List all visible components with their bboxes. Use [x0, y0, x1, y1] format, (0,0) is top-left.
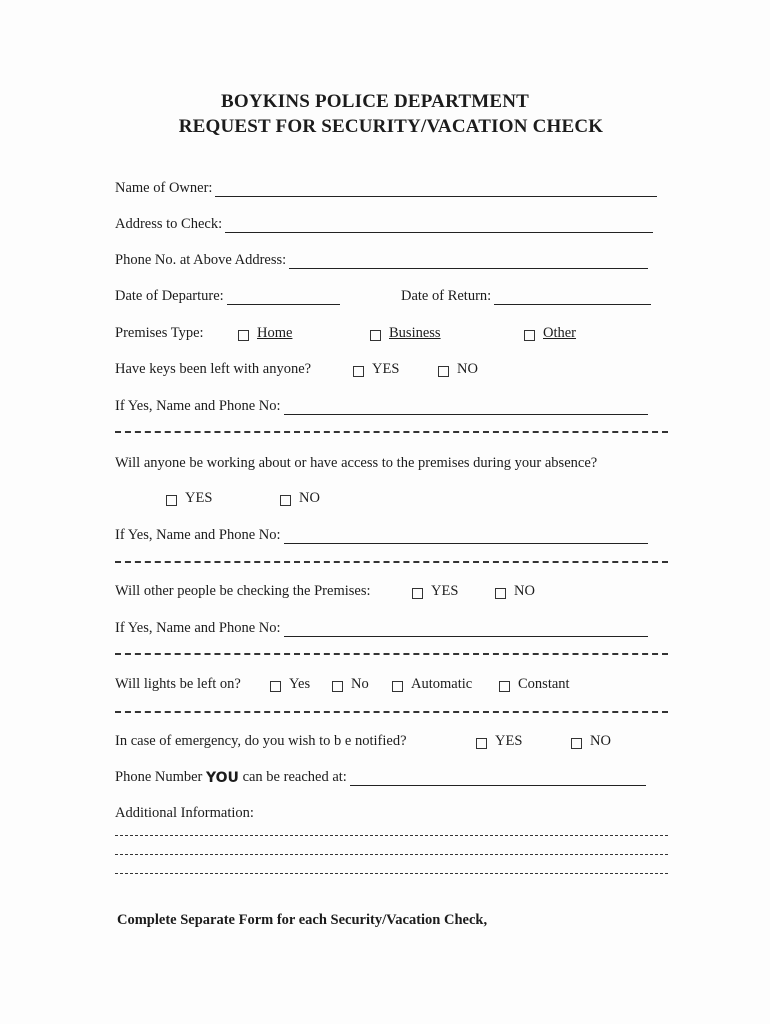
- keys-no-label: NO: [457, 361, 478, 377]
- keys-yes-label: YES: [372, 361, 400, 377]
- emergency-no-label: NO: [590, 733, 611, 749]
- divider: [115, 711, 668, 713]
- business-checkbox[interactable]: [370, 330, 381, 341]
- checking-yes[interactable]: [412, 583, 458, 600]
- lights-constant-label: Constant: [518, 676, 570, 692]
- additional-row: [115, 805, 254, 822]
- departure-field[interactable]: [227, 290, 340, 305]
- department-title: BOYKINS POLICE DEPARTMENT: [220, 91, 530, 112]
- access-row: [115, 455, 597, 472]
- emergency-question: In case of emergency, do you wish to b e notified?: [115, 733, 407, 749]
- contact-prefix: Phone Number: [115, 769, 203, 785]
- keys-followup-label: If Yes, Name and Phone No:: [115, 398, 281, 414]
- lights-automatic[interactable]: [392, 676, 472, 693]
- return-row: [401, 288, 651, 305]
- access-no[interactable]: [280, 490, 320, 507]
- lights-row: [115, 676, 241, 693]
- keys-followup-row: [115, 398, 648, 415]
- keys-no-checkbox[interactable]: [438, 366, 449, 377]
- owner-label: Name of Owner:: [115, 180, 213, 196]
- form-title: REQUEST FOR SECURITY/VACATION CHECK: [178, 116, 604, 137]
- divider: [115, 431, 668, 433]
- checking-no[interactable]: [495, 583, 535, 600]
- home-checkbox[interactable]: [238, 330, 249, 341]
- contact-suffix: can be reached at:: [242, 769, 347, 785]
- return-field[interactable]: [494, 290, 651, 305]
- premises-home[interactable]: [238, 325, 292, 342]
- premises-other[interactable]: [524, 325, 576, 342]
- address-field[interactable]: [225, 218, 653, 233]
- access-question: Will anyone be working about or have access to the premises during your absence?: [115, 455, 598, 471]
- access-no-checkbox[interactable]: [280, 495, 291, 506]
- address-row: [115, 216, 653, 233]
- divider: [115, 561, 668, 563]
- owner-row: [115, 180, 657, 197]
- lights-yes-label: Yes: [289, 676, 311, 692]
- lights-no-label: No: [351, 676, 369, 692]
- access-yes-checkbox[interactable]: [166, 495, 177, 506]
- emergency-yes-label: YES: [495, 733, 523, 749]
- phone-label: Phone No. at Above Address:: [115, 252, 287, 268]
- premises-business[interactable]: [370, 325, 441, 342]
- additional-label: Additional Information:: [115, 805, 254, 821]
- footer-note: Complete Separate Form for each Security/Vacation Check,: [117, 912, 488, 928]
- keys-row: [115, 361, 311, 378]
- emergency-no-checkbox[interactable]: [571, 738, 582, 749]
- divider: [115, 653, 668, 655]
- emergency-yes-checkbox[interactable]: [476, 738, 487, 749]
- additional-line-2[interactable]: [115, 854, 668, 855]
- lights-automatic-label: Automatic: [411, 676, 473, 692]
- access-followup-field[interactable]: [284, 529, 648, 544]
- contact-row: [115, 769, 646, 786]
- keys-yes-checkbox[interactable]: [353, 366, 364, 377]
- checking-yes-checkbox[interactable]: [412, 588, 423, 599]
- checking-no-checkbox[interactable]: [495, 588, 506, 599]
- lights-constant-checkbox[interactable]: [499, 681, 510, 692]
- premises-label: Premises Type:: [115, 325, 204, 341]
- lights-yes-checkbox[interactable]: [270, 681, 281, 692]
- other-checkbox[interactable]: [524, 330, 535, 341]
- checking-row: [115, 583, 371, 600]
- checking-no-label: NO: [514, 583, 535, 599]
- checking-followup-label: If Yes, Name and Phone No:: [115, 620, 281, 636]
- keys-question: Have keys been left with anyone?: [115, 361, 312, 377]
- lights-question: Will lights be left on?: [115, 676, 241, 692]
- access-yes[interactable]: [166, 490, 212, 507]
- access-followup-row: [115, 527, 648, 544]
- access-no-label: NO: [299, 490, 320, 506]
- premises-row: [115, 325, 204, 342]
- home-label: Home: [257, 325, 293, 341]
- lights-no[interactable]: [332, 676, 369, 693]
- address-label: Address to Check:: [115, 216, 223, 232]
- keys-no[interactable]: [438, 361, 478, 378]
- access-yes-label: YES: [185, 490, 213, 506]
- lights-no-checkbox[interactable]: [332, 681, 343, 692]
- additional-line-3[interactable]: [115, 873, 668, 874]
- phone-field[interactable]: [289, 254, 648, 269]
- return-label: Date of Return:: [401, 288, 492, 304]
- checking-followup-field[interactable]: [284, 622, 648, 637]
- keys-yes[interactable]: [353, 361, 399, 378]
- lights-yes[interactable]: [270, 676, 310, 693]
- lights-automatic-checkbox[interactable]: [392, 681, 403, 692]
- emergency-yes[interactable]: [476, 733, 522, 750]
- departure-row: [115, 288, 340, 305]
- departure-label: Date of Departure:: [115, 288, 224, 304]
- additional-line-1[interactable]: [115, 835, 668, 836]
- business-label: Business: [389, 325, 441, 341]
- contact-field[interactable]: [350, 771, 646, 786]
- contact-you: YOU: [206, 770, 239, 786]
- keys-followup-field[interactable]: [284, 400, 648, 415]
- checking-question: Will other people be checking the Premises:: [115, 583, 371, 599]
- emergency-row: [115, 733, 407, 750]
- checking-followup-row: [115, 620, 648, 637]
- checking-yes-label: YES: [431, 583, 459, 599]
- other-label: Other: [543, 325, 577, 341]
- emergency-no[interactable]: [571, 733, 611, 750]
- access-followup-label: If Yes, Name and Phone No:: [115, 527, 281, 543]
- lights-constant[interactable]: [499, 676, 570, 693]
- phone-row: [115, 252, 648, 269]
- owner-field[interactable]: [215, 182, 657, 197]
